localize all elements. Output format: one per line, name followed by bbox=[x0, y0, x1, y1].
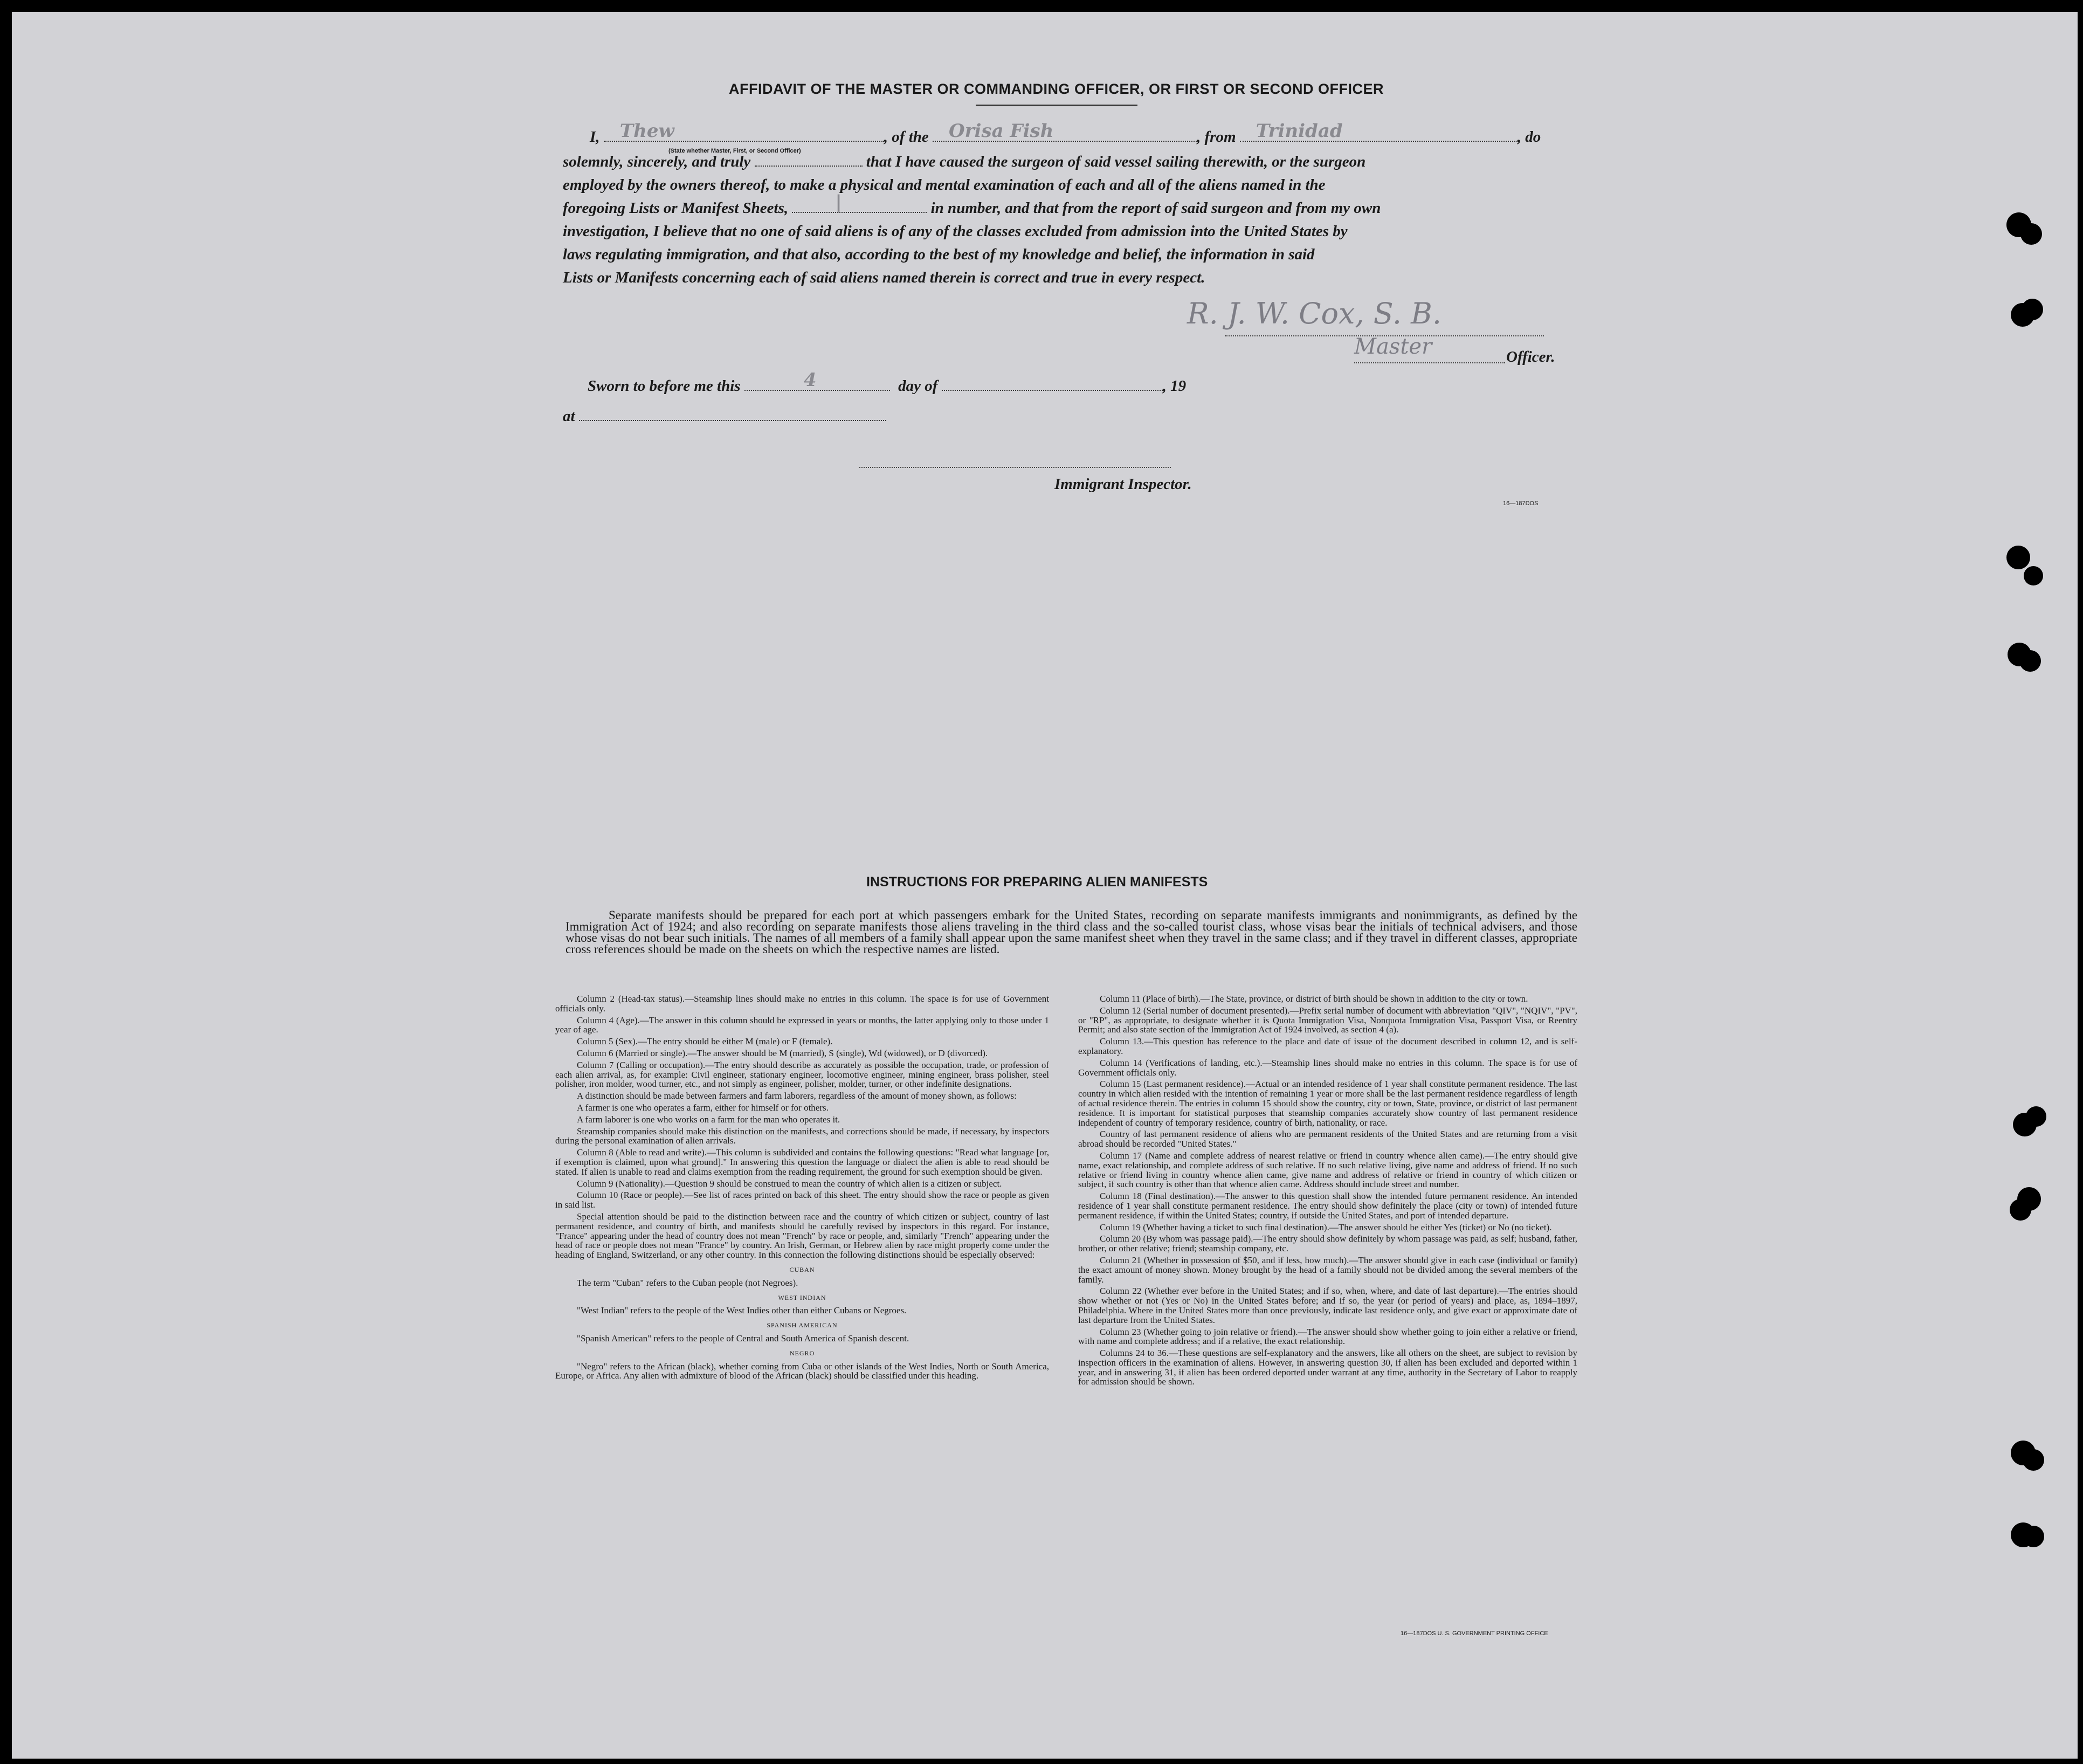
instruction-paragraph: Column 4 (Age).—The answer in this column should be expressed in years or months, the latter applying only to those under 1 year of age. bbox=[555, 1015, 1049, 1035]
vessel-name-handwritten: Orisa Fish bbox=[949, 120, 1054, 142]
binder-hole bbox=[2026, 1106, 2046, 1127]
instruction-paragraph: Columns 24 to 36.—These questions are self-explanatory and the answers, like all others on the sheet, are subject to revision by inspection officers in the examination of aliens. However, in answering question 30, if alien has been excluded and deported within 1 year, and in answering 31, if alien has been ordered deported under warrant at any time, authority in the Secretary of Labor to reapply for admission should be shown. bbox=[1078, 1348, 1577, 1387]
instructions-intro: Separate manifests should be prepared for each port at which passengers embark for the United States, recording on separate manifests immigrants and nonimmigrants, as defined by the Immigration Act of 1924; and also recording on separate manifests those aliens traveling in the third class and the so-called tourist class, whose visas bear the initials of technical advisers, and those whose visas do not bear such initials. The names of all members of a family shall appear upon the same manifest sheet when they travel in the same class; and if they travel in different classes, appropriate cross references should be made on the sheets on which the respective names are listed. bbox=[565, 908, 1577, 956]
instruction-paragraph: Column 18 (Final destination).—The answer to this question shall show the intended future permanent residence. An intended residence of 1 year shall constitute permanent residence. The entry should show definitely the place (city or town) of intended future permanent residence, if within the United States; country, if outside the United States, and port of intended departure. bbox=[1078, 1191, 1577, 1221]
instruction-paragraph: Country of last permanent residence of aliens who are permanent residents of the United States and are returning from a visit abroad should be recorded "United States." bbox=[1078, 1129, 1577, 1149]
officer-rank-line bbox=[1354, 362, 1505, 363]
binder-hole bbox=[2010, 1199, 2031, 1221]
west-indian-definition: "West Indian" refers to the people of the West Indies other than either Cubans or Negroes. bbox=[577, 1305, 907, 1316]
instruction-paragraph: Column 21 (Whether in possession of $50, and if less, how much).—The answer should give in each case (individual or family) the exact amount of money shown. Money brought by the head of a family should not be divided among the several members of the family. bbox=[1078, 1255, 1577, 1285]
affidavit-line-4: foregoing Lists or Manifest Sheets, | in number, and that from the report of said surgeon and from my own bbox=[563, 191, 1381, 217]
sworn-day-field bbox=[744, 369, 890, 391]
instructions-left-column bbox=[555, 994, 1049, 1383]
officer-signature: R. J. W. Cox, S. B. bbox=[1187, 297, 1442, 330]
place-field bbox=[579, 410, 886, 421]
affidavit-line-7: Lists or Manifests concerning each of said aliens named therein is correct and true in every respect. bbox=[563, 269, 1205, 286]
printing-office-footer: 16—187DOS U. S. GOVERNMENT PRINTING OFFICE bbox=[1401, 1630, 1548, 1637]
instruction-paragraph: Column 8 (Able to read and write).—This column is subdivided and contains the following questions: "Read what language [or, if exemption is claimed, upon what ground]." In answering this question the language or dialect the alien is able to read should be stated. If alien is unable to read and claims exemption from the reading requirement, the ground for such exemption should be given. bbox=[555, 1147, 1049, 1177]
instruction-paragraph: Column 19 (Whether having a ticket to such final destination).—The answer should be either Yes (ticket) or No (no ticket). bbox=[1100, 1222, 1552, 1232]
negro-definition: "Negro" refers to the African (black), whether coming from Cuba or other islands of the West Indies, North or South America, Europe, or Africa. Any alien with admixture of blood of the African (black) should be classified under this heading. bbox=[555, 1361, 1049, 1381]
title-rule bbox=[976, 105, 1137, 106]
vessel-name-field bbox=[933, 120, 1197, 142]
west-indian-heading: WEST INDIAN bbox=[778, 1293, 826, 1301]
spanish-american-heading: SPANISH AMERICAN bbox=[767, 1321, 838, 1329]
instruction-paragraph: Special attention should be paid to the distinction between race and the country of which citizen or subject, country of last permanent residence, and country of birth, and manifests should be carefully revised by inspectors in this regard. For instance, "France" appearing under the head of country does not mean "French" by race or people, and, similarly "French" appearing under the head of race or people does not mean "France" by country. An Irish, German, or Hebrew alien by race might properly come under the heading of England, Switzerland, or any other country. In this connection the following distinctions should be especially observed: bbox=[555, 1211, 1049, 1260]
officer-rank-handwritten: Thew bbox=[619, 120, 674, 142]
inspector-label: Immigrant Inspector. bbox=[1054, 476, 1192, 493]
cuban-heading: CUBAN bbox=[789, 1265, 815, 1273]
instruction-paragraph: A farm laborer is one who works on a farm for the man who operates it. bbox=[577, 1114, 840, 1125]
instruction-paragraph: Column 6 (Married or single).—The answer should be M (married), S (single), Wd (widowed), or D (divorced). bbox=[577, 1048, 988, 1058]
officer-rank-signature: Master bbox=[1354, 334, 1432, 359]
instruction-paragraph: Column 5 (Sex).—The entry should be either M (male) or F (female). bbox=[577, 1036, 833, 1047]
cuban-definition: The term "Cuban" refers to the Cuban people (not Negroes). bbox=[577, 1277, 798, 1288]
binder-hole bbox=[2020, 223, 2042, 245]
instruction-paragraph: Column 7 (Calling or occupation).—The entry should describe as accurately as possible the occupation, trade, or profession of each alien arrival, as, for example: Civil engineer, stationary engineer, locomotive engineer, mining engineer, brass polisher, steel polisher, iron molder, wood turner, etc., and not simply as engineer, polisher, molder, turner, or other indefinite designations. bbox=[555, 1059, 1049, 1090]
instruction-paragraph: Column 20 (By whom was passage paid).—The entry should show definitely by whom passage was paid, as self; husband, father, brother, or other relative; friend; steamship company, etc. bbox=[1078, 1234, 1577, 1254]
instruction-paragraph: Column 15 (Last permanent residence).—Actual or an intended residence of 1 year shall constitute permanent residence. The last country in which alien resided with the intention of remaining 1 year or more shall be the last permanent residence regardless of length of actual residence therein. The entries in column 15 should show the country, city or town, State, province, or district of last permanent residence. It is important for statistical purposes that steamship companies accurately show country of last permanent residence independent of country of temporary residence, country of birth, nationality, or race. bbox=[1078, 1079, 1577, 1128]
departure-port-handwritten: Trinidad bbox=[1256, 120, 1343, 142]
instruction-paragraph: Column 17 (Name and complete address of nearest relative or friend in country whence alien came).—The entry should give name, exact relationship, and complete address of such relative. If no such relative living, give name and address of friend. If no such relative or friend living in country whence alien came, give name and address of relative or friend in country of which citizen or subject, if such country is other than that whence alien came. Address should include street and number. bbox=[1078, 1150, 1577, 1190]
binder-hole bbox=[2023, 1526, 2044, 1547]
rank-instruction-note: (State whether Master, First, or Second Officer) bbox=[668, 148, 801, 154]
instructions-right-column bbox=[1078, 994, 1577, 1389]
negro-heading: NEGRO bbox=[789, 1349, 815, 1357]
binder-hole bbox=[2006, 546, 2030, 569]
binder-hole bbox=[2019, 650, 2041, 672]
instructions-title: INSTRUCTIONS FOR PREPARING ALIEN MANIFESTS bbox=[866, 874, 1208, 890]
affidavit-line-1: I, Thew , of the Orisa Fish , from Trinidad , do bbox=[590, 120, 1541, 146]
binder-hole bbox=[2024, 566, 2043, 585]
inspector-signature-line bbox=[859, 467, 1171, 468]
instruction-paragraph: Column 13.—This question has reference to the place and date of issue of the document described in column 12, and is self-explanatory. bbox=[1078, 1036, 1577, 1056]
instruction-paragraph: Column 22 (Whether ever before in the United States; and if so, when, where, and date of last departure).—The entries should show whether or not (Yes or No) in the United States before; and if so, the year (or period of years) and place, as, 1894–1897, Philadelphia. Where in the United States more than once previously, indicate last residence only, and give exact or approximate date of last departure from the United States. bbox=[1078, 1286, 1577, 1325]
sworn-month-field bbox=[942, 380, 1163, 391]
affidavit-line-3: employed by the owners thereof, to make a physical and mental examination of each and all of the aliens named in the bbox=[563, 176, 1326, 194]
instruction-paragraph: Steamship companies should make this distinction on the manifests, and corrections should be made, if necessary, by inspectors during the personal examination of alien arrivals. bbox=[555, 1126, 1049, 1146]
instruction-paragraph: Column 10 (Race or people).—See list of races printed on back of this sheet. The entry should show the race or people as given in said list. bbox=[555, 1190, 1049, 1210]
instruction-paragraph: Column 11 (Place of birth).—The State, province, or district of birth should be shown in addition to the city or town. bbox=[1100, 994, 1528, 1004]
sworn-day-handwritten: 4 bbox=[803, 369, 817, 391]
affidavit-line-6: laws regulating immigration, and that also, according to the best of my knowledge and belief, the information in said bbox=[563, 246, 1315, 263]
instruction-paragraph: Column 23 (Whether going to join relative or friend).—The answer should show whether going to join either a relative or friend, with name and complete address; and if a relative, the exact relationship. bbox=[1078, 1326, 1577, 1347]
officer-label: Officer. bbox=[1506, 348, 1555, 366]
binder-hole bbox=[2022, 299, 2043, 320]
manifest-sheet bbox=[12, 12, 2078, 1759]
affidavit-line-5: investigation, I believe that no one of said aliens is of any of the classes excluded from admission into the United States by bbox=[563, 223, 1348, 240]
spanish-american-definition: "Spanish American" refers to the people of Central and South America of Spanish descent. bbox=[577, 1333, 909, 1343]
officer-rank-field bbox=[604, 120, 884, 142]
place-line: at bbox=[563, 408, 886, 425]
instruction-paragraph: Column 12 (Serial number of document presented).—Prefix serial number of document with abbreviation "QIV", "NQIV", "PV", or "RP", as appropriate, to designate whether it is Quota Immigration Visa, Nonquota Immigration Visa, Passport Visa, or Reentry Permit; and also state section of the Immigration Act of 1924 involved, as section 4 (a). bbox=[1078, 1005, 1577, 1035]
sworn-line: Sworn to before me this 4 day of , 19 bbox=[588, 369, 1187, 395]
affidavit-line-2: solemnly, sincerely, and truly that I have caused the surgeon of said vessel sailing therewith, or the surgeon bbox=[563, 153, 1366, 170]
instruction-paragraph: Column 2 (Head-tax status).—Steamship lines should make no entries in this column. The space is for use of Government officials only. bbox=[555, 994, 1049, 1014]
instruction-paragraph: A farmer is one who operates a farm, either for himself or for others. bbox=[577, 1102, 829, 1113]
sworn-rank-field bbox=[755, 156, 863, 167]
instruction-paragraph: A distinction should be made between farmers and farm laborers, regardless of the amount of money shown, as follows: bbox=[577, 1091, 1017, 1101]
form-number: 16—187DOS bbox=[1503, 500, 1539, 507]
instruction-paragraph: Column 9 (Nationality).—Question 9 should be construed to mean the country of which alien is a citizen or subject. bbox=[577, 1178, 1002, 1189]
sheet-count-field: | bbox=[792, 202, 927, 213]
departure-port-field bbox=[1240, 120, 1518, 142]
instruction-paragraph: Column 14 (Verifications of landing, etc.).—Steamship lines should make no entries in this column. The space is for use of Government officials only. bbox=[1078, 1057, 1577, 1078]
affidavit-title: AFFIDAVIT OF THE MASTER OR COMMANDING OFFICER, OR FIRST OR SECOND OFFICER bbox=[729, 81, 1384, 97]
binder-hole bbox=[2023, 1449, 2044, 1471]
